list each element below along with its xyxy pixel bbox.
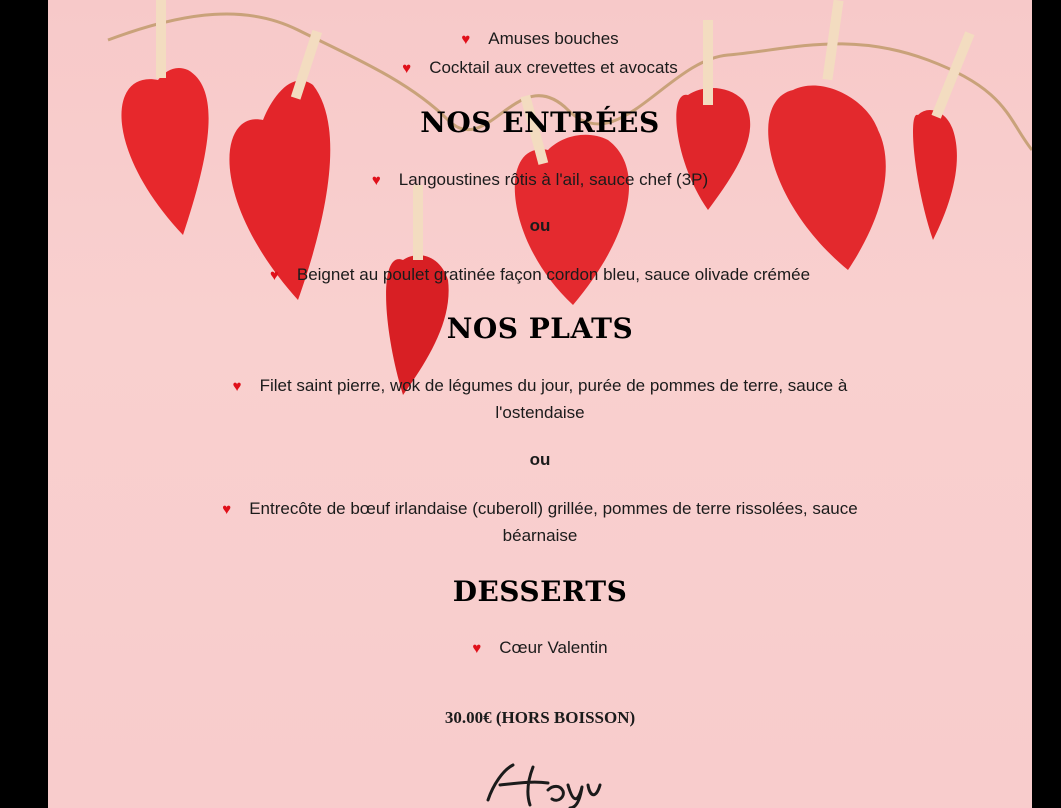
or-separator: ou — [529, 216, 551, 235]
heart-bullet-icon: ♥ — [402, 60, 412, 77]
menu-page — [48, 0, 1032, 808]
section-title-desserts: DESSERTS — [452, 575, 628, 608]
menu-item-beignet: ♥ Beignet au poulet gratinée façon cordon bleu, sauce olivade crémée — [269, 265, 811, 284]
menu-item-entrecote-line2: béarnaise — [502, 526, 578, 545]
menu-content — [48, 0, 1032, 808]
heart-bullet-icon: ♥ — [472, 640, 482, 657]
heart-bullet-icon: ♥ — [461, 31, 471, 48]
menu-item-amuses: ♥ Amuses bouches — [461, 29, 619, 48]
menu-item-entrecote: ♥ Entrecôte de bœuf irlandaise (cuberoll) grillée, pommes de terre rissolées, sauce — [222, 499, 858, 518]
heart-bullet-icon: ♥ — [232, 378, 242, 395]
script-lettering-logo — [478, 755, 608, 808]
menu-price: 30.00€ (HORS BOISSON) — [444, 708, 636, 727]
heart-bullet-icon: ♥ — [222, 501, 232, 518]
section-title-entrees: NOS ENTRÉES — [420, 106, 660, 139]
heart-bullet-icon: ♥ — [371, 172, 381, 189]
menu-item-langoustines: ♥ Langoustines rôtis à l'ail, sauce chef (3P) — [371, 170, 709, 189]
menu-item-filet-line2: l'ostendaise — [495, 403, 585, 422]
menu-item-coeur: ♥ Cœur Valentin — [472, 638, 608, 657]
or-separator: ou — [529, 450, 551, 469]
menu-item-cocktail: ♥ Cocktail aux crevettes et avocats — [402, 58, 678, 77]
section-title-plats: NOS PLATS — [446, 312, 634, 345]
heart-bullet-icon: ♥ — [269, 267, 279, 284]
menu-item-filet: ♥ Filet saint pierre, wok de légumes du jour, purée de pommes de terre, sauce à — [232, 376, 848, 395]
